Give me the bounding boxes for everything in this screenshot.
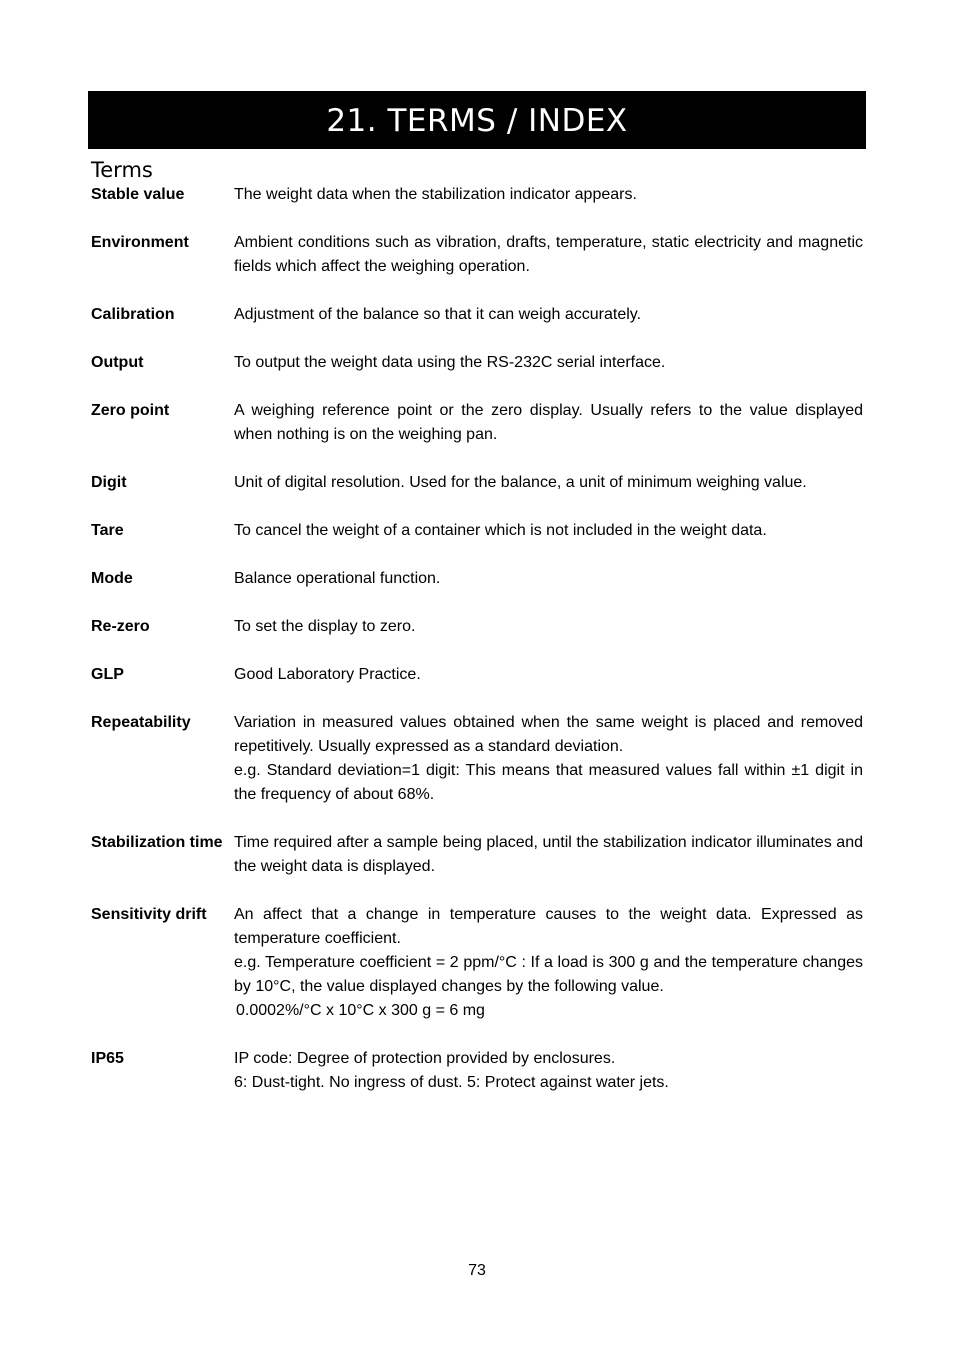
term-row xyxy=(91,903,863,1023)
term-definition xyxy=(234,351,863,375)
definition-line: Variation in measured values obtained when the same weight is placed and removed repetitively. Usually expressed as a standard deviation. xyxy=(234,714,863,755)
term-definition xyxy=(234,471,863,495)
term-definition xyxy=(234,663,863,687)
term-label: Zero point xyxy=(91,402,170,419)
term-label: Tare xyxy=(91,522,124,539)
term-label: Digit xyxy=(91,474,127,491)
term-definition xyxy=(234,303,863,327)
definition-line: 0.0002%/°C x 10°C x 300 g = 6 mg xyxy=(236,1002,485,1019)
term-definition xyxy=(234,1047,863,1095)
term-definition xyxy=(234,567,863,591)
term-row xyxy=(91,471,863,495)
definition-line: Unit of digital resolution. Used for the balance, a unit of minimum weighing value. xyxy=(234,474,807,491)
definition-line: To output the weight data using the RS-232C serial interface. xyxy=(234,354,666,371)
term-label: Output xyxy=(91,354,144,371)
term-definition xyxy=(234,183,863,207)
definition-line: Ambient conditions such as vibration, drafts, temperature, static electricity and magnetic fields which affect the weighing operation. xyxy=(234,234,863,275)
term-label: Mode xyxy=(91,570,133,587)
page-number: 73 xyxy=(468,1262,486,1279)
definition-line: Time required after a sample being placed, until the stabilization indicator illuminates and the weight data is displayed. xyxy=(234,834,863,875)
section-heading: Terms xyxy=(91,158,153,182)
term-label: Repeatability xyxy=(91,714,191,731)
term-label: Sensitivity drift xyxy=(91,906,207,923)
term-label: Environment xyxy=(91,234,189,251)
terms-list xyxy=(91,183,863,1119)
definition-line: To cancel the weight of a container which is not included in the weight data. xyxy=(234,522,767,539)
definition-line: The weight data when the stabilization indicator appears. xyxy=(234,186,637,203)
term-label: Calibration xyxy=(91,306,175,323)
definition-line: Adjustment of the balance so that it can weigh accurately. xyxy=(234,306,642,323)
definition-line: e.g. Temperature coefficient = 2 ppm/°C : If a load is 300 g and the temperature changes by 10°C, the value displayed changes by the following value. xyxy=(234,954,863,995)
definition-line: An affect that a change in temperature causes to the weight data. Expressed as temperature coefficient. xyxy=(234,906,863,947)
term-row xyxy=(91,831,863,879)
term-definition xyxy=(234,519,863,543)
term-row xyxy=(91,183,863,207)
term-label: Re-zero xyxy=(91,618,150,635)
term-label: GLP xyxy=(91,666,124,683)
term-row xyxy=(91,303,863,327)
term-label: Stable value xyxy=(91,186,185,203)
term-row xyxy=(91,615,863,639)
term-row xyxy=(91,399,863,447)
definition-line: 6: Dust-tight. No ingress of dust. 5: Protect against water jets. xyxy=(234,1074,669,1091)
page-title: 21. TERMS / INDEX xyxy=(326,102,628,139)
definition-line: Good Laboratory Practice. xyxy=(234,666,421,683)
definition-line: e.g. Standard deviation=1 digit: This means that measured values fall within ±1 digit in the frequency of about 68%. xyxy=(234,762,863,803)
term-definition xyxy=(234,399,863,447)
term-row xyxy=(91,711,863,807)
definition-line: Balance operational function. xyxy=(234,570,441,587)
term-row xyxy=(91,351,863,375)
term-definition xyxy=(234,615,863,639)
term-definition xyxy=(234,903,863,1023)
term-label: Stabilization time xyxy=(91,834,223,851)
term-row xyxy=(91,231,863,279)
term-row xyxy=(91,519,863,543)
term-row xyxy=(91,567,863,591)
term-definition xyxy=(234,831,863,879)
term-row xyxy=(91,663,863,687)
definition-line: A weighing reference point or the zero display. Usually refers to the value displayed when nothing is on the weighing pan. xyxy=(234,402,863,443)
term-definition xyxy=(234,711,863,807)
definition-line: IP code: Degree of protection provided by enclosures. xyxy=(234,1050,616,1067)
title-banner xyxy=(88,91,866,149)
term-row xyxy=(91,1047,863,1095)
definition-line: To set the display to zero. xyxy=(234,618,416,635)
term-label: IP65 xyxy=(91,1050,124,1067)
term-definition xyxy=(234,231,863,279)
